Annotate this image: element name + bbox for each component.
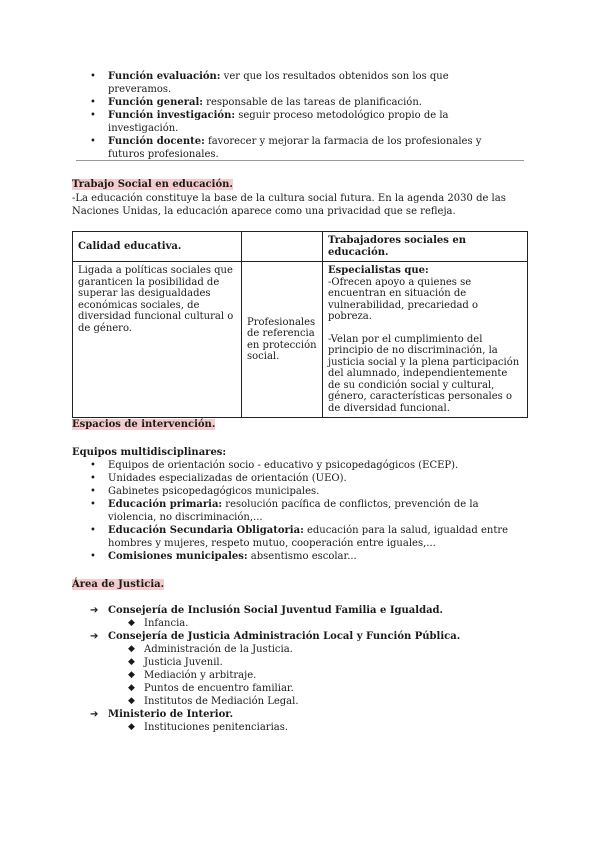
list-item: • Equipos de orientación socio - educativo y psicopedagógicos (ECEP). <box>90 460 459 471</box>
item-text: favorecer y mejorar la farmacia de los profesionales y futuros profesionales. <box>108 136 482 160</box>
table-header-cell: Calidad educativa. <box>73 232 242 262</box>
cell-paragraph: -Velan por el cumplimiento del principio de no discriminación, la justicia social y la plena participación del alumnado, independientemente de su condición social y cultural, género, características personales o de diversidad funcional. <box>328 333 520 414</box>
table-header-cell <box>242 232 323 262</box>
cell-subtitle: Especialistas que: <box>328 265 429 276</box>
list-item <box>90 70 510 96</box>
list-item: • Comisiones municipales: absentismo escolar... <box>90 551 357 562</box>
item-term: Función general: <box>108 97 203 108</box>
sublist <box>108 643 530 708</box>
bullet-icon: • <box>90 499 96 510</box>
section-title-espacios: Espacios de intervención. <box>72 419 216 430</box>
diamond-icon: ◆ <box>128 722 135 732</box>
cell-paragraph: -Ofrecen apoyo a quienes se encuentran en situación de vulnerabilidad, precariedad o pobreza. <box>328 276 479 322</box>
intro-paragraph: -La educación constituye la base de la cultura social futura. En la agenda 2030 de las Naciones Unidas, la educación aparece como una privacidad que se refleja. <box>72 193 506 217</box>
sublist-item: ◆ Institutos de Mediación Legal. <box>128 696 299 707</box>
list-item: • Unidades especializadas de orientación (UEO). <box>90 473 347 484</box>
list-item: • Gabinetes psicopedagógicos municipales. <box>90 486 320 497</box>
bullet-icon: • <box>90 71 96 82</box>
diamond-icon: ◆ <box>128 683 135 693</box>
bullet-icon: • <box>90 473 96 484</box>
bullet-icon: • <box>90 460 96 471</box>
bullet-icon: • <box>90 525 96 536</box>
sublist-item: ◆ Administración de la Justicia. <box>128 644 293 655</box>
sublist-item: ◆ Puntos de encuentro familiar. <box>128 683 294 694</box>
list-item: • Educación primaria: resolución pacífica de conflictos, prevención de la violencia, no discriminación,... <box>90 499 479 523</box>
bullet-icon: • <box>90 110 96 121</box>
sublist-item: ◆ Mediación y arbitraje. <box>128 670 257 681</box>
table-header-row <box>73 232 528 262</box>
espacios-list <box>72 459 522 563</box>
section-title-justicia: Área de Justicia. <box>72 579 165 590</box>
arrow-icon: ➔ <box>90 631 99 642</box>
diamond-icon: ◆ <box>128 657 135 667</box>
functions-list <box>90 70 510 161</box>
list-item <box>90 135 510 161</box>
bullet-icon: • <box>90 97 96 108</box>
diamond-icon: ◆ <box>128 670 135 680</box>
table-row <box>73 262 528 418</box>
list-item: ➔ Consejería de Justicia Administración Local y Función Pública. ◆ Administración de la Justicia. ◆ Justicia Juvenil. ◆ Mediación y arbitraje. ◆ Puntos de encuentro familiar. ◆ Institutos de Mediación Legal. <box>90 630 530 708</box>
diamond-icon: ◆ <box>128 644 135 654</box>
sublist-item: ◆ Justicia Juvenil. <box>128 657 223 668</box>
arrow-icon: ➔ <box>90 605 99 616</box>
bullet-icon: • <box>90 551 96 562</box>
sublist <box>108 617 530 630</box>
sublist <box>108 721 530 734</box>
item-text: ver que los resultados obtenidos son los que preveramos. <box>108 71 449 95</box>
comparison-table <box>72 231 528 418</box>
bullet-icon: • <box>90 136 96 147</box>
list-item <box>90 96 510 109</box>
list-item: ➔ Ministerio de Interior. ◆ Instituciones penitenciarias. <box>90 708 530 734</box>
table-header-cell: Trabajadores sociales en educación. <box>323 232 528 262</box>
item-term: Función docente: <box>108 136 205 147</box>
table-cell <box>323 262 528 418</box>
divider <box>76 160 524 161</box>
sublist-item: ◆ Instituciones penitenciarias. <box>128 722 289 733</box>
justicia-list <box>90 604 530 734</box>
list-item <box>90 109 510 135</box>
item-text: responsable de las tareas de planificación. <box>203 97 422 108</box>
item-term: Función evaluación: <box>108 71 221 82</box>
list-item: • Educación Secundaria Obligatoria: educación para la salud, igualdad entre hombres y mujeres, respeto mutuo, cooperación entre iguales,... <box>90 525 509 549</box>
table-cell: Profesionales de referencia en protección social. <box>242 262 323 418</box>
item-text: seguir proceso metodológico propio de la investigación. <box>108 110 449 134</box>
arrow-icon: ➔ <box>90 709 99 720</box>
diamond-icon: ◆ <box>128 696 135 706</box>
diamond-icon: ◆ <box>128 618 135 628</box>
table-cell: Ligada a políticas sociales que garanticen la posibilidad de superar las desigualdades económicas sociales, de diversidad funcional cultural o de género. <box>73 262 242 418</box>
subsection-title: Equipos multidisciplinares: <box>72 447 227 458</box>
bullet-icon: • <box>90 486 96 497</box>
section-title-trabajo-social: Trabajo Social en educación. <box>72 179 233 190</box>
sublist-item: ◆ Infancia. <box>128 618 189 629</box>
list-item: ➔ Consejería de Inclusión Social Juventud Familia e Igualdad. ◆ Infancia. <box>90 604 530 630</box>
item-term: Función investigación: <box>108 110 236 121</box>
